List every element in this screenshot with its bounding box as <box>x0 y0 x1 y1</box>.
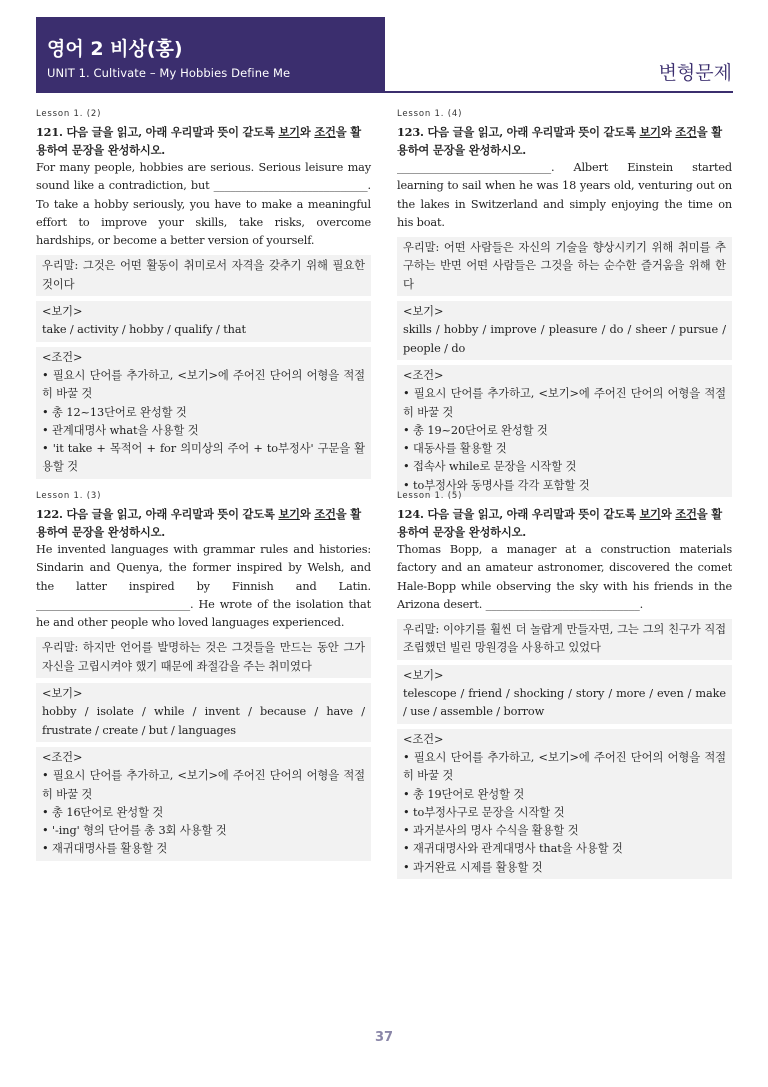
header-banner <box>36 17 385 91</box>
lesson-label: Lesson 1. (2) <box>36 109 102 119</box>
condition-label: <조건> <box>42 350 83 364</box>
condition-item: • 재귀대명사를 활용할 것 <box>42 842 168 856</box>
page-number: 37 <box>374 1030 394 1045</box>
bogi-box <box>397 665 732 724</box>
question-title: 124. 다음 글을 읽고, 아래 우리말과 뜻이 같도록 보기와 조건을 활용하여 문장을 완성하시오. <box>397 507 722 539</box>
question-121 <box>36 109 371 479</box>
bogi-words: telescope / friend / shocking / story / more / even / make / use / assemble / borrow <box>403 687 726 719</box>
korean-box: 우리말: 하지만 언어를 발명하는 것은 그것들을 만드는 동안 그가 자신을 고립시켜야 했기 때문에 좌절감을 주는 취미였다 <box>36 637 371 678</box>
condition-item: • 총 19단어로 완성할 것 <box>403 787 525 801</box>
condition-item: • 필요시 단어를 추가하고, <보기>에 주어진 단어의 어형을 적절히 바꿀 것 <box>403 750 726 783</box>
condition-item: • 접속사 while로 문장을 시작할 것 <box>403 460 577 474</box>
condition-item: • 필요시 단어를 추가하고, <보기>에 주어진 단어의 어형을 적절히 바꿀 것 <box>42 368 365 401</box>
bogi-box <box>397 301 732 360</box>
korean-box: 우리말: 어떤 사람들은 자신의 기술을 향상시키기 위해 취미를 추구하는 반면 어떤 사람들은 그것을 하는 순수한 즐거움을 위해 한다 <box>397 237 732 296</box>
condition-item: • 필요시 단어를 추가하고, <보기>에 주어진 단어의 어형을 적절히 바꿀 것 <box>403 387 726 419</box>
question-122 <box>36 491 371 861</box>
passage: For many people, hobbies are serious. Serious leisure may sound like a contradiction, but ____________________________. To take a hobby seriously, you have to make a meaningful effort to improve your skills, take risks, overcome hardships, or become a better version of yourself. <box>36 161 371 248</box>
bogi-box <box>36 683 371 742</box>
condition-label: <조건> <box>403 732 444 746</box>
question-title: 122. 다음 글을 읽고, 아래 우리말과 뜻이 같도록 보기와 조건을 활용하여 문장을 완성하시오. <box>36 507 361 539</box>
passage: ____________________________. Albert Einstein started learning to sail when he was 18 years old, venturing out on the lakes in Switzerland and simply enjoying the time on his boat. <box>397 161 732 229</box>
condition-item: • 과거완료 시제를 활용할 것 <box>403 860 543 874</box>
lesson-label: Lesson 1. (3) <box>36 491 102 501</box>
condition-item: • to부정사와 동명사를 각각 포함할 것 <box>403 478 590 492</box>
bogi-words: take / activity / hobby / qualify / that <box>42 323 246 337</box>
bogi-words: hobby / isolate / while / invent / because / have / frustrate / create / but / languages <box>42 705 365 737</box>
passage: He invented languages with grammar rules and histories: Sindarin and Quenya, the former inspired by Welsh, and the latter inspired by Finnish and Latin. ____________________________. He wrote of the isolation that he and other people who loved languages experienced. <box>36 543 371 630</box>
korean-box: 우리말: 이야기를 훨씬 더 놀랍게 만들자면, 그는 그의 친구가 직접 조립했던 빌린 망원경을 사용하고 있었다 <box>397 619 732 660</box>
condition-item: • 대동사를 활용할 것 <box>403 442 507 456</box>
condition-label: <조건> <box>403 368 444 382</box>
bogi-label: <보기> <box>403 668 444 682</box>
condition-item: • '-ing' 형의 단어를 총 3회 사용할 것 <box>42 824 227 838</box>
header-subtitle: UNIT 1. Cultivate – My Hobbies Define Me <box>47 66 291 80</box>
passage: Thomas Bopp, a manager at a construction materials factory and an amateur astronomer, discovered the comet Hale-Bopp while observing the sky with his friends in the Arizona desert. ____________________________. <box>397 543 732 611</box>
condition-item: • 필요시 단어를 추가하고, <보기>에 주어진 단어의 어형을 적절히 바꿀 것 <box>42 769 365 801</box>
bogi-label: <보기> <box>42 687 83 701</box>
condition-item: • 총 19~20단어로 완성할 것 <box>403 423 548 437</box>
condition-box <box>36 347 371 479</box>
condition-item: • 과거분사의 명사 수식을 활용할 것 <box>403 824 579 838</box>
condition-box <box>397 365 732 497</box>
condition-item: • 재귀대명사와 관계대명사 that을 사용할 것 <box>403 842 623 856</box>
condition-item: • to부정사구로 문장을 시작할 것 <box>403 805 565 819</box>
bogi-words: skills / hobby / improve / pleasure / do / sheer / pursue / people / do <box>403 323 726 355</box>
lesson-label: Lesson 1. (5) <box>397 491 463 501</box>
condition-item: • 총 16단어로 완성할 것 <box>42 805 164 819</box>
header-right-label: 변형문제 <box>658 62 732 84</box>
lesson-label: Lesson 1. (4) <box>397 109 463 119</box>
question-123 <box>397 109 732 497</box>
question-124 <box>397 491 732 879</box>
bogi-label: <보기> <box>42 305 83 319</box>
header-divider <box>36 91 733 93</box>
condition-item: • 총 12~13단어로 완성할 것 <box>42 405 187 419</box>
condition-box <box>397 729 732 879</box>
condition-item: • 관계대명사 what을 사용할 것 <box>42 423 199 437</box>
header-title: 영어 2 비상(홍) <box>47 38 183 60</box>
condition-label: <조건> <box>42 750 83 764</box>
bogi-label: <보기> <box>403 305 444 319</box>
condition-box <box>36 747 371 861</box>
bogi-box <box>36 301 371 342</box>
condition-item: • 'it take + 목적어 + for 의미상의 주어 + to부정사' 구문을 활용할 것 <box>42 442 365 474</box>
korean-box: 우리말: 그것은 어떤 활동이 취미로서 자격을 갖추기 위해 필요한 것이다 <box>36 255 371 296</box>
question-title: 123. 다음 글을 읽고, 아래 우리말과 뜻이 같도록 보기와 조건을 활용하여 문장을 완성하시오. <box>397 125 722 157</box>
question-title: 121. 다음 글을 읽고, 아래 우리말과 뜻이 같도록 보기와 조건을 활용하여 문장을 완성하시오. <box>36 125 361 157</box>
